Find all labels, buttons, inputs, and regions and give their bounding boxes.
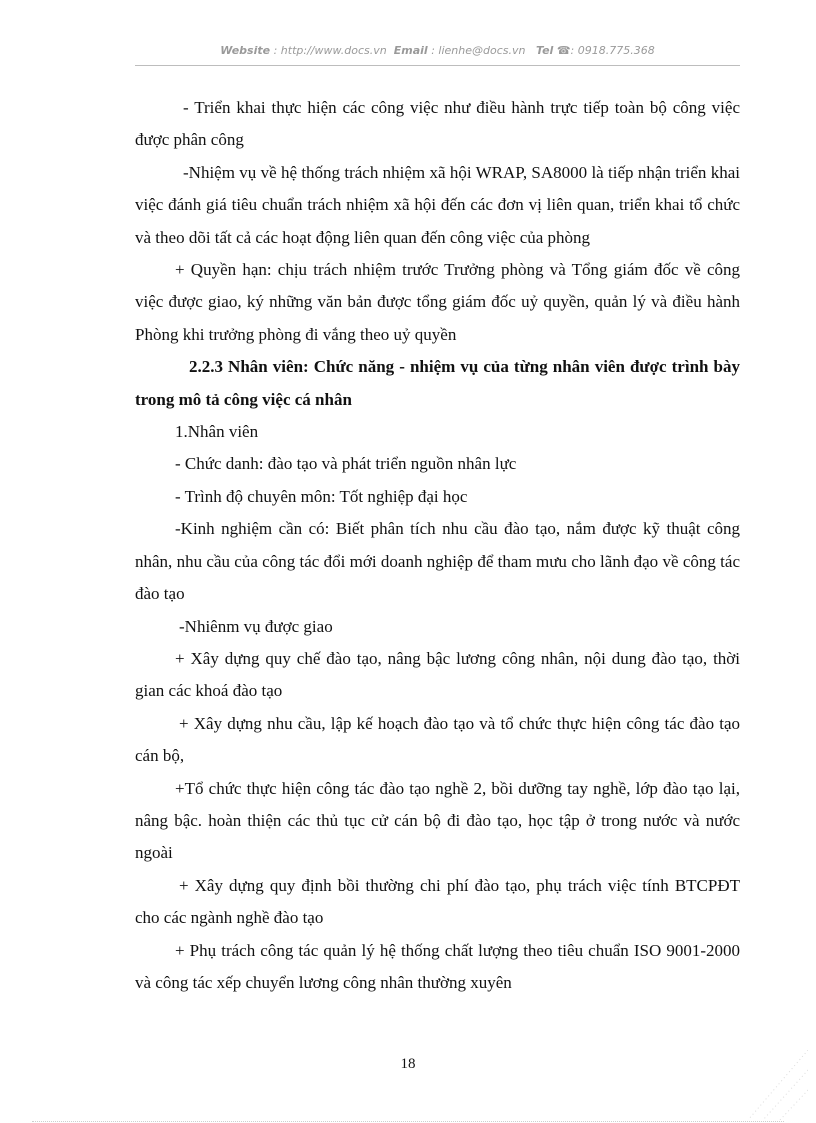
paragraph: - Chức danh: đào tạo và phát triển nguồn nhân lực [175, 454, 517, 474]
header-divider [135, 65, 740, 66]
paragraph: 1.Nhân viên [175, 422, 259, 442]
phone-icon: ☎ [556, 44, 571, 57]
paragraph: + Xây dựng nhu cầu, lập kế hoạch đào tạo và tổ chức thực hiện công tác đào tạo cán bộ, [135, 713, 740, 766]
website-url: : http://www.docs.vn [273, 44, 387, 57]
website-label: Website [220, 44, 271, 57]
paragraph: + Xây dựng quy chế đào tạo, nâng bậc lương công nhân, nội dung đào tạo, thời gian các khoá đào tạo [135, 648, 740, 701]
tel-value: : 0918.775.368 [570, 44, 655, 57]
paragraph: - Triển khai thực hiện các công việc như điều hành trực tiếp toàn bộ công việc được phân công [135, 98, 740, 150]
paragraph: -Kinh nghiệm cần có: Biết phân tích nhu cầu đào tạo, nắm được kỹ thuật công nhân, nhu cầu của công tác đổi mới doanh nghiệp để tham mưu cho lãnh đạo về công tác đào tạo [135, 519, 740, 604]
page-header [135, 44, 740, 57]
tel-label: Tel [535, 44, 554, 57]
corner-decoration [748, 1050, 808, 1120]
page-number: 18 [400, 1056, 416, 1072]
paragraph: + Quyền hạn: chịu trách nhiệm trước Trưởng phòng và Tổng giám đốc về công việc được giao, ký những văn bản được tổng giám đốc uỷ quyền, quản lý và điều hành Phòng khi trưởng phòng đi vắng theo uỷ quyền [135, 260, 740, 344]
page-bottom-border [32, 1121, 784, 1122]
paragraph: + Phụ trách công tác quản lý hệ thống chất lượng theo tiêu chuẩn ISO 9001-2000 và công tác xếp chuyển lương công nhân thường xuyên [135, 940, 740, 992]
email-value: : lienhe@docs.vn [431, 44, 526, 57]
email-label: Email [393, 44, 428, 57]
section-heading: 2.2.3 Nhân viên: Chức năng - nhiệm vụ của từng nhân viên được trình bày trong mô tả công việc cá nhân [135, 357, 740, 409]
paragraph: - Trình độ chuyên môn: Tốt nghiệp đại học [175, 486, 468, 506]
paragraph: + Xây dựng quy định bồi thường chi phí đào tạo, phụ trách việc tính BTCPĐT cho các ngành nghề đào tạo [135, 875, 740, 928]
paragraph: +Tổ chức thực hiện công tác đào tạo nghề 2, bồi dưỡng tay nghề, lớp đào tạo lại, nâng bậc. hoàn thiện các thủ tục cử cán bộ đi đào tạo, học tập ở trong nước và nước ngoài [135, 778, 740, 863]
paragraph: -Nhiênm vụ được giao [179, 616, 333, 636]
paragraph: -Nhiệm vụ về hệ thống trách nhiệm xã hội WRAP, SA8000 là tiếp nhận triển khai việc đánh giá tiêu chuẩn trách nhiệm xã hội đến các đơn vị liên quan, triển khai tổ chức và theo dõi tất cả các hoạt động liên quan đến công việc của phòng [135, 162, 740, 247]
document-body [135, 92, 740, 999]
